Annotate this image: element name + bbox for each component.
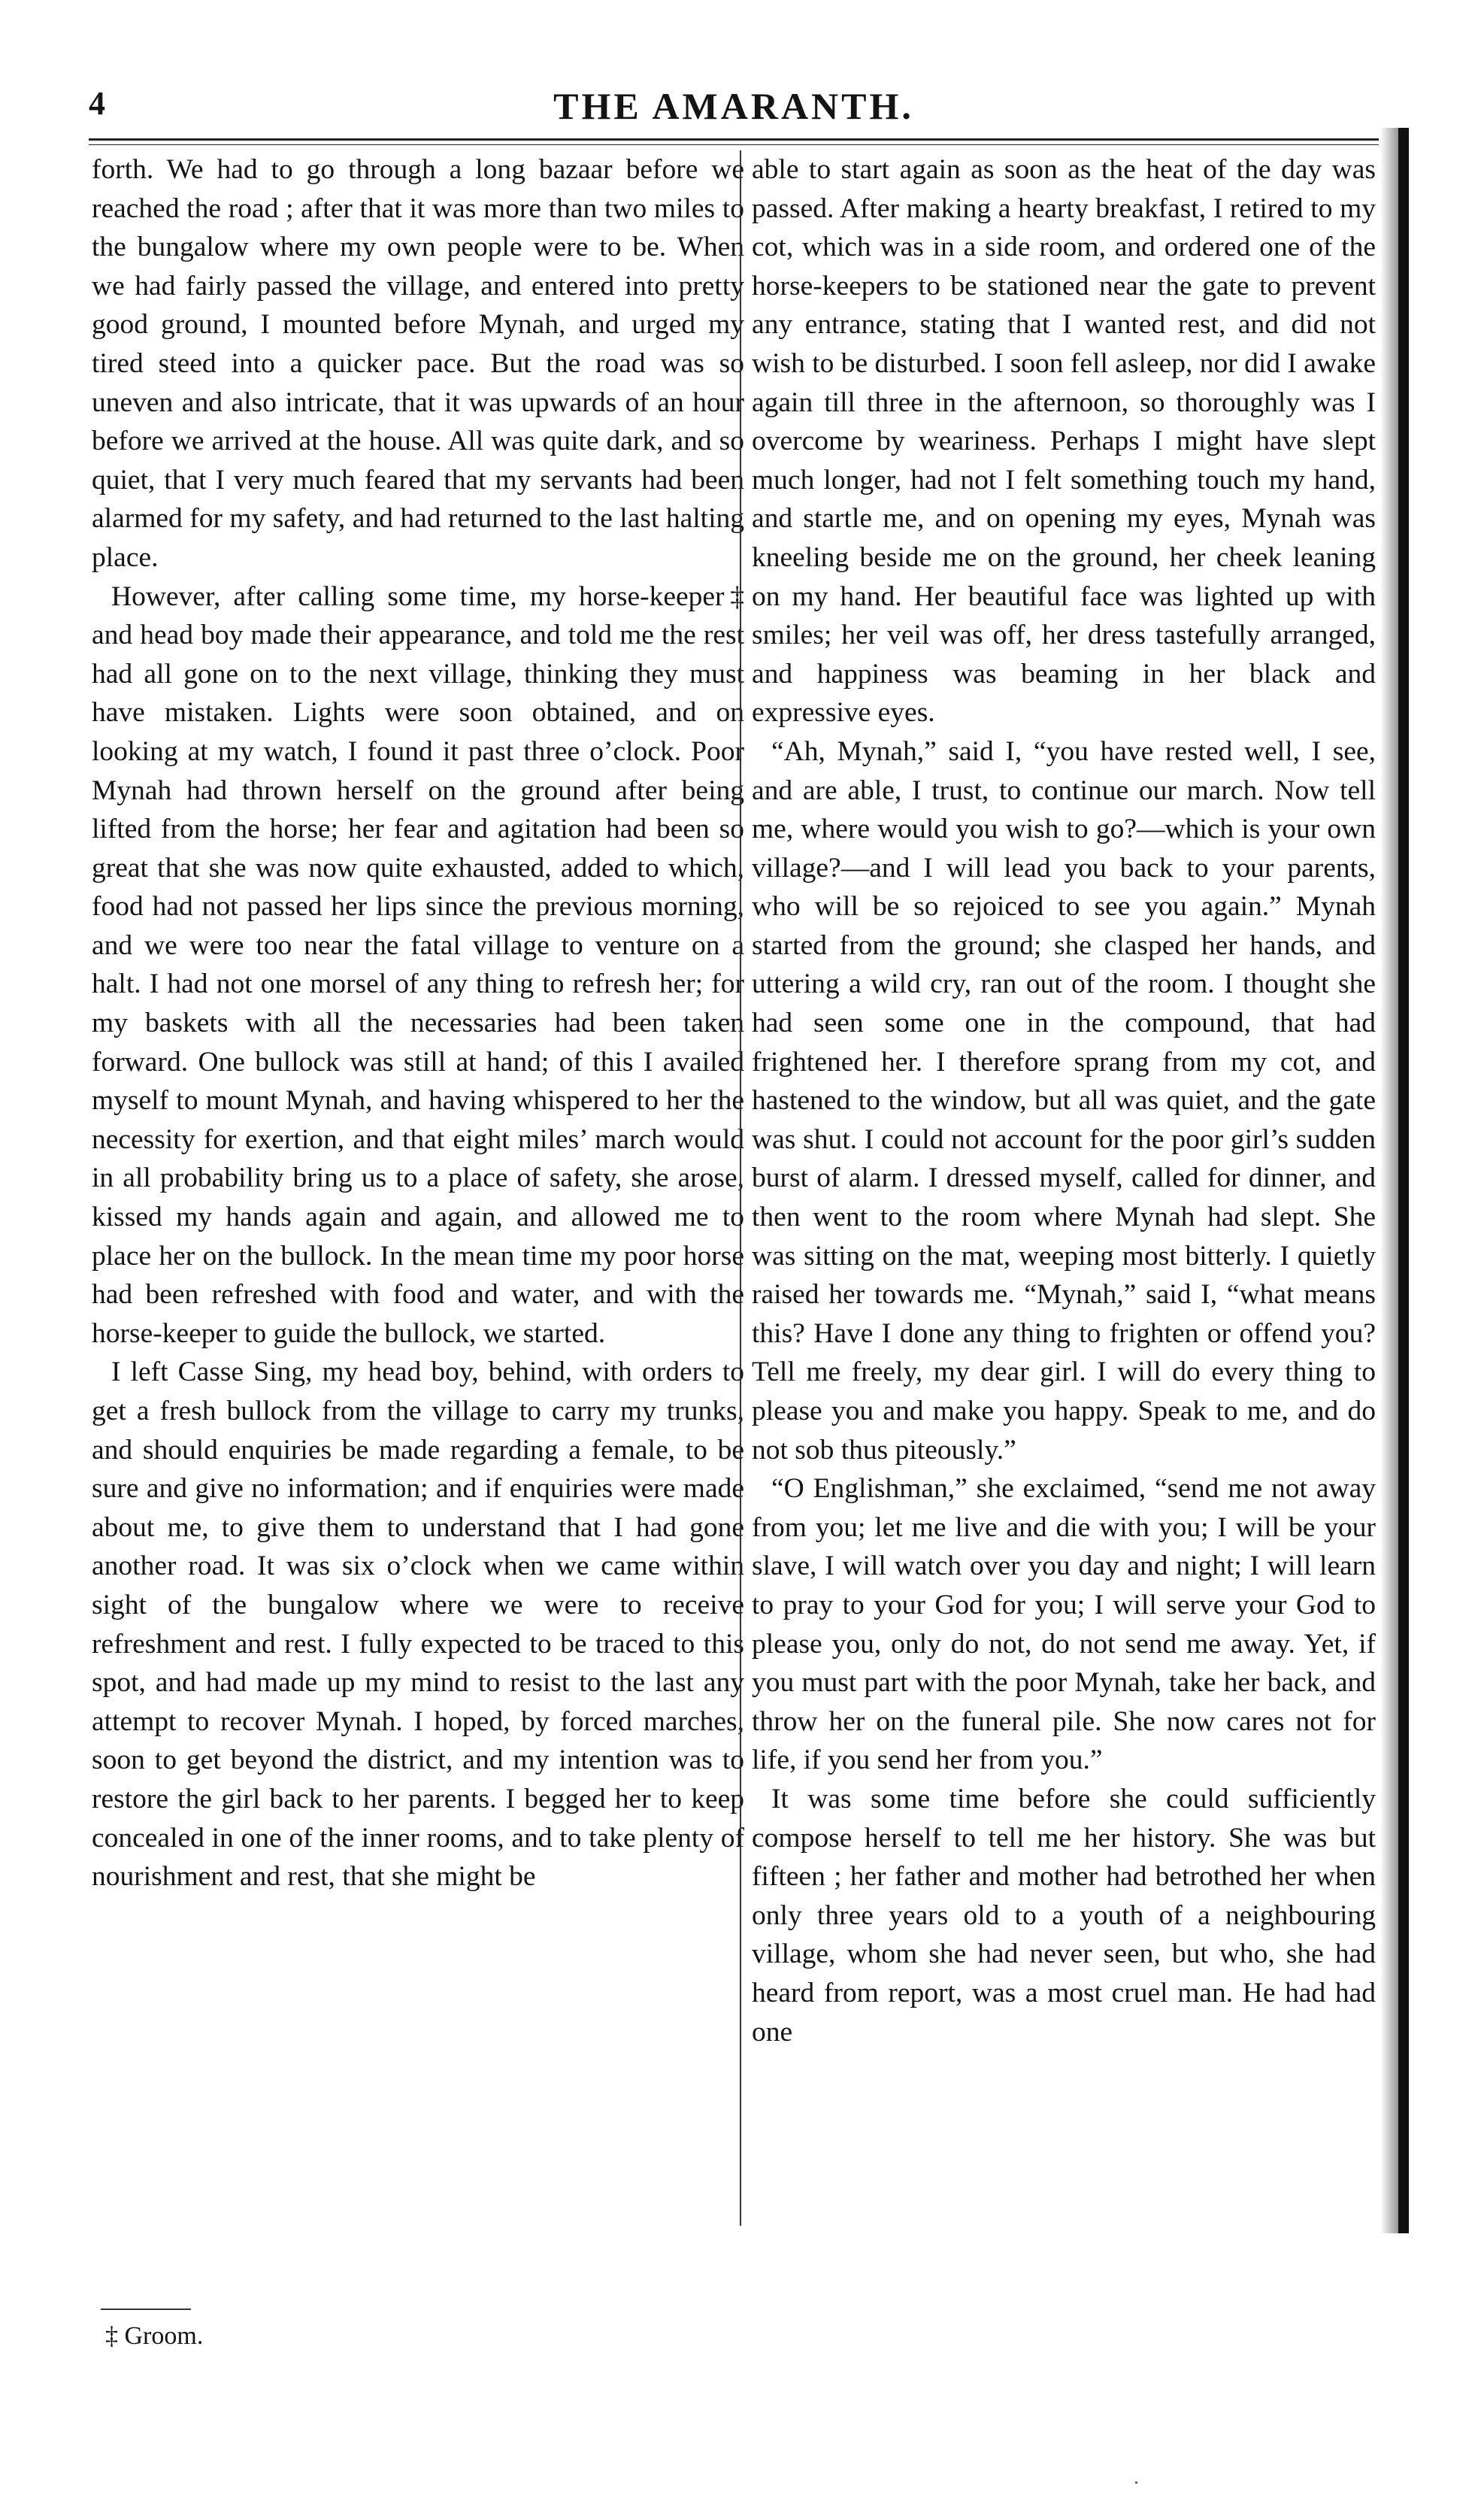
right-paragraph-4: It was some time before she could sufficiently compose herself to tell me her history. She was but fifteen ; her father and mother had betrothed her when only three years old to a youth of a neighbouring village, whom she had never seen, but who, she had heard from report, was a most cruel man. He had had one [752,1783,1376,2048]
header-rule [89,138,1379,141]
right-paragraph-2: “Ah, Mynah,” said I, “you have rested well, I see, and are able, I trust, to continue our march. Now tell me, where would you wish to go?—which is your own village?—and I will lead you back to your parents, who will be so rejoiced to see you again.” Mynah started from the ground; she clasped her hands, and uttering a wild cry, ran out of the room. I thought she had seen some one in the compound, that had frightened her. I therefore sprang from my cot, and hastened to the window, but all was quiet, and the gate was shut. I could not account for the poor girl’s sudden burst of alarm. I dressed myself, called for dinner, and then went to the room where Mynah had slept. She was sitting on the mat, weeping most bitterly. I quietly raised her towards me. “Mynah,” said I, “what means this? Have I done any thing to frighten or offend you? Tell me freely, my dear girl. I will do every thing to please you and make you happy. Speak to me, and do not sob thus piteously.” [752,735,1376,1466]
page-edge-dark [1398,128,1409,2233]
left-paragraph-3: I left Casse Sing, my head boy, behind, with orders to get a fresh bullock from the village to carry my trunks, and should enquiries be made regarding a female, to be sure and give no information; and if enquiries were made about me, to give them to understand that I had gone another road. It was six o’clock when we came within sight of the bungalow where we were to receive refreshment and rest. I fully expected to be traced to this spot, and had made up my mind to resist to the last any attempt to recover Mynah. I hoped, by forced marches, soon to get beyond the district, and my intention was to restore the girl back to her parents. I begged her to keep concealed in one of the inner rooms, and to take plenty of nourishment and rest, that she might be [92,1357,744,1893]
page-header [89,84,1379,144]
footnote-rule [101,2308,191,2310]
paper-speck [1135,2481,1137,2484]
header-rule-thin [89,144,1379,145]
right-column [752,150,1376,2051]
right-paragraph-1: able to start again as soon as the heat of the day was passed. After making a hearty breakfast, I retired to my cot, which was in a side room, and ordered one of the horse-keepers to be stationed near the gate to prevent any entrance, stating that I wanted rest, and did not wish to be disturbed. I soon fell asleep, nor did I awake again till three in the afternoon, so thoroughly was I overcome by weariness. Perhaps I might have slept much longer, had not I felt something touch my hand, and startle me, and on opening my eyes, Mynah was kneeling beside me on the ground, her cheek leaning on my hand. Her beautiful face was lighted up with smiles; her veil was off, her dress tastefully arranged, and happiness was beaming in her black and expressive eyes. [752,154,1376,729]
left-paragraph-2: However, after calling some time, my horse-keeper‡ and head boy made their appearance, and told me the rest had all gone on to the next village, thinking they must have mistaken. Lights were soon obtained, and on looking at my watch, I found it past three o’clock. Poor Mynah had thrown herself on the ground after being lifted from the horse; her fear and agitation had been so great that she was now quite exhausted, added to which, food had not passed her lips since the previous morning, and we were too near the fatal village to venture on a halt. I had not one morsel of any thing to refresh her; for my baskets with all the necessaries had been taken forward. One bullock was still at hand; of this I availed myself to mount Mynah, and having whispered to her the necessity for exertion, and that eight miles’ march would in all probability bring us to a place of safety, she arose, kissed my hands again and again, and allowed me to place her on the bullock. In the mean time my poor horse had been refreshed with food and water, and with the horse-keeper to guide the bullock, we started. [92,581,744,1349]
footnote: ‡ Groom. [105,2322,204,2350]
page-number: 4 [89,85,105,122]
running-title: THE AMARANTH. [553,85,914,127]
right-paragraph-3: “O Englishman,” she exclaimed, “send me not away from you; let me live and die with you; I will be your slave, I will watch over you day and night; I will learn to pray to your God for you; I will serve your God to please you, only do not, do not send me away. Yet, if you must part with the poor Mynah, take her back, and throw her on the funeral pile. She now cares not for life, if you send her from you.” [752,1473,1376,1776]
left-column [92,150,744,1896]
left-paragraph-1: forth. We had to go through a long bazaar before we reached the road ; after that it was more than two miles to the bungalow where my own people were to be. When we had fairly passed the village, and entered into pretty good ground, I mounted before Mynah, and urged my tired steed into a quicker pace. But the road was so uneven and also intricate, that it was upwards of an hour before we arrived at the house. All was quite dark, and so quiet, that I very much feared that my servants had been alarmed for my safety, and had returned to the last halting place. [92,154,744,573]
column-divider [740,150,741,2226]
